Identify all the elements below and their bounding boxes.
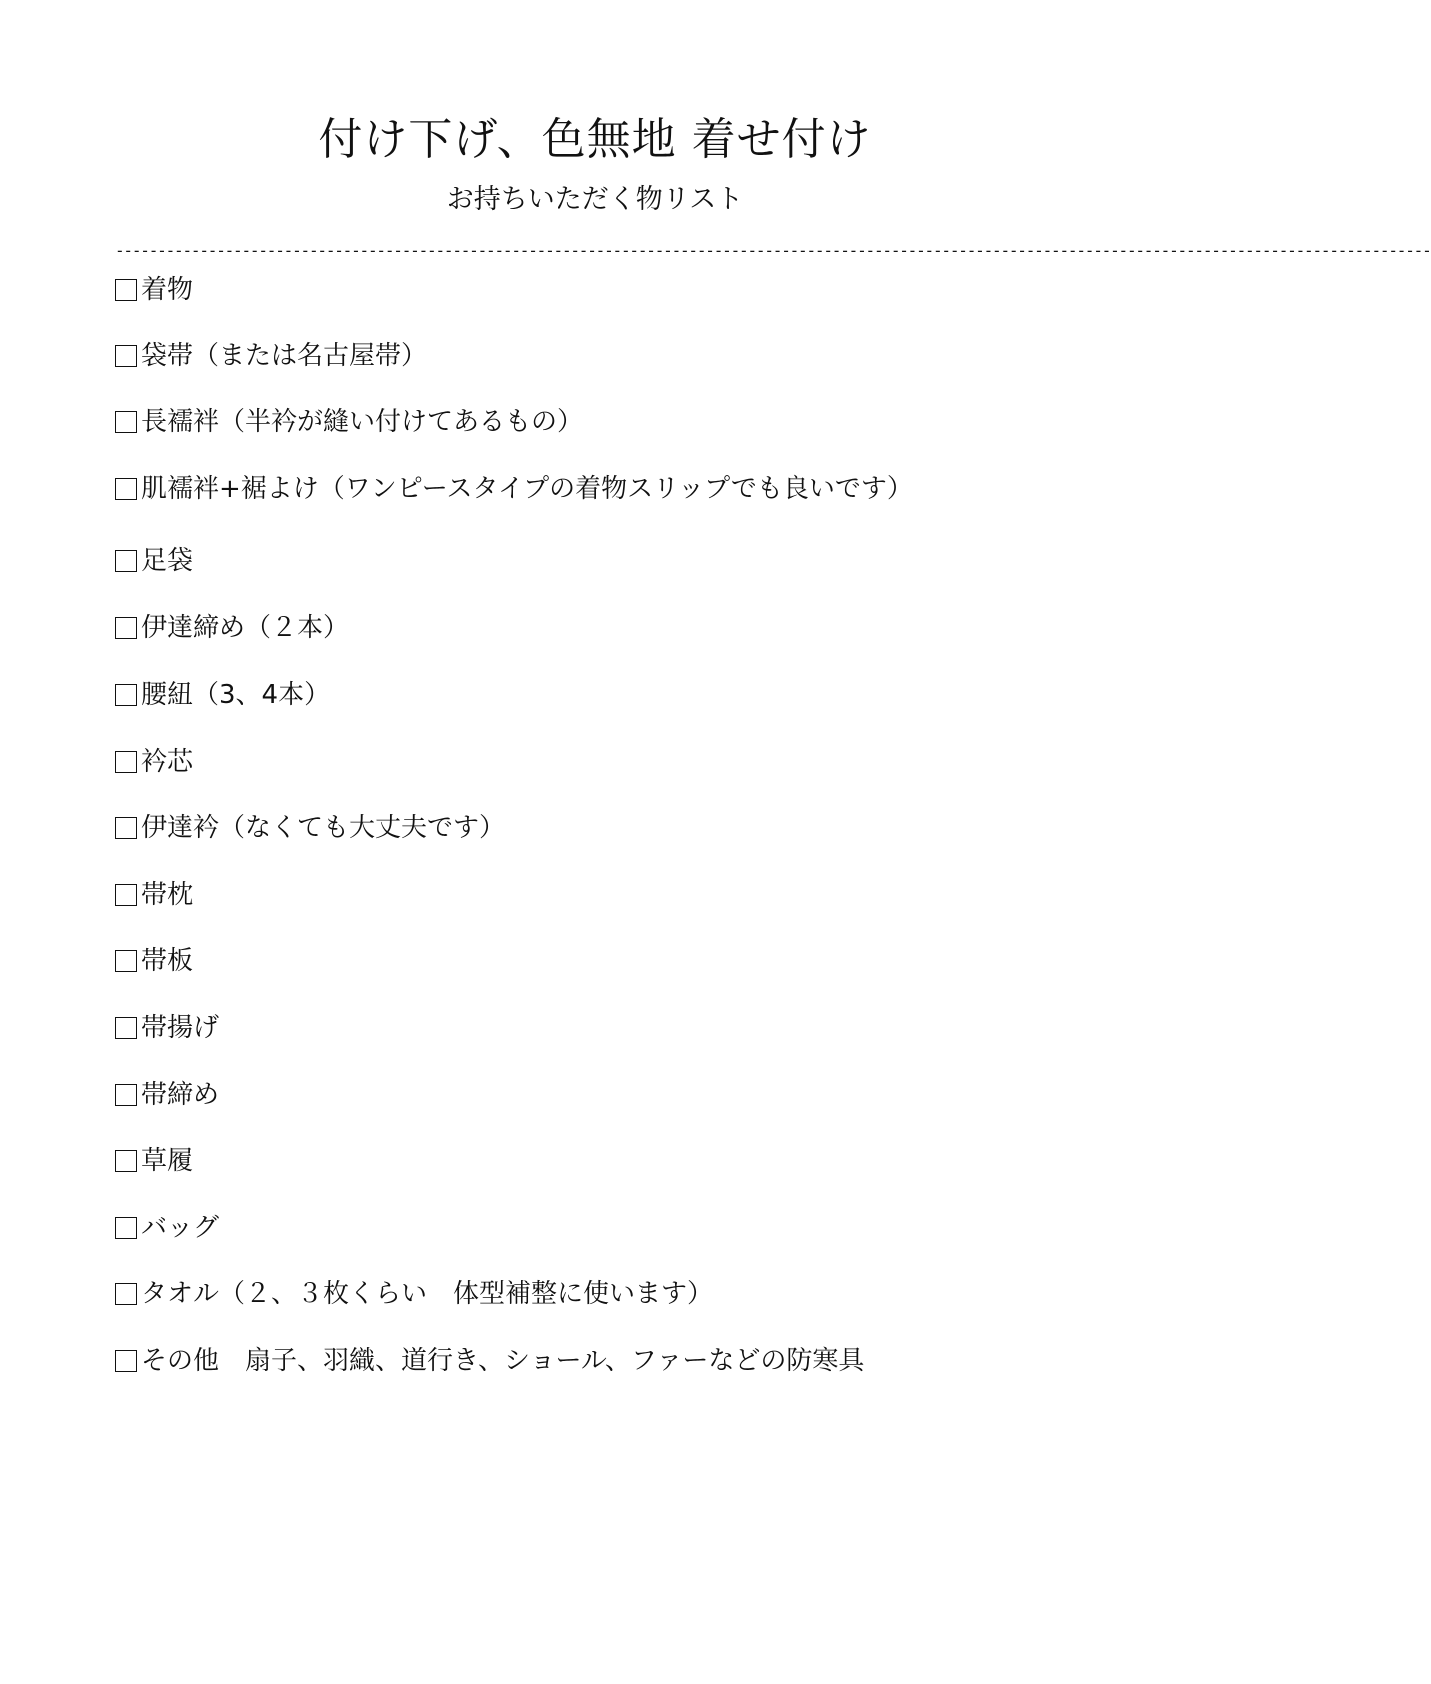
- checkbox-icon[interactable]: [115, 817, 137, 839]
- checklist-item[interactable]: [115, 402, 583, 442]
- checklist-item[interactable]: [115, 1141, 193, 1181]
- checklist-item-label: 草履: [141, 1146, 194, 1176]
- checklist-item[interactable]: [115, 808, 505, 848]
- checkbox-icon[interactable]: [115, 279, 137, 301]
- checklist-item-label: 伊達締め（２本）: [141, 613, 350, 643]
- checklist-item-label: 衿芯: [141, 747, 194, 777]
- checklist-item-label: 伊達衿（なくても大丈夫です）: [141, 813, 506, 843]
- checklist-item[interactable]: [115, 1274, 713, 1314]
- document-subtitle: お持ちいただく物リスト: [446, 184, 744, 215]
- checklist-item[interactable]: [115, 941, 193, 981]
- checklist-item-label: 袋帯（または名古屋帯）: [141, 341, 428, 371]
- checkbox-icon[interactable]: [115, 751, 137, 773]
- checklist-item-label: 長襦袢（半衿が縫い付けてあるもの）: [141, 407, 584, 437]
- checklist-item-label: タオル（２、３枚くらい 体型補整に使います）: [141, 1279, 714, 1309]
- checkbox-icon[interactable]: [115, 617, 137, 639]
- checkbox-icon[interactable]: [115, 1084, 137, 1106]
- checkbox-icon[interactable]: [115, 345, 137, 367]
- checklist-item-label: 帯枕: [141, 880, 194, 910]
- checklist-item[interactable]: [115, 608, 349, 648]
- checklist-item-label: 帯揚げ: [141, 1013, 220, 1043]
- checkbox-icon[interactable]: [115, 684, 137, 706]
- checklist-item[interactable]: [115, 270, 193, 310]
- checklist-item[interactable]: [115, 675, 330, 715]
- checklist-item[interactable]: [115, 742, 193, 782]
- checkbox-icon[interactable]: [115, 478, 137, 500]
- checkbox-icon[interactable]: [115, 411, 137, 433]
- checkbox-icon[interactable]: [115, 550, 137, 572]
- checkbox-icon[interactable]: [115, 1150, 137, 1172]
- checklist-item-label: 足袋: [141, 546, 194, 576]
- checklist-item-label: バッグ: [141, 1213, 220, 1243]
- checklist-item[interactable]: [115, 1208, 219, 1248]
- checklist-item-label: 腰紐（3、4本）: [141, 680, 331, 710]
- checkbox-icon[interactable]: [115, 884, 137, 906]
- checklist-item[interactable]: [115, 336, 427, 376]
- checklist-item[interactable]: [115, 1341, 864, 1381]
- document-title: 付け下げ、色無地 着せ付け: [318, 114, 872, 165]
- checkbox-icon[interactable]: [115, 950, 137, 972]
- checklist-item[interactable]: [115, 1008, 219, 1048]
- checklist-item[interactable]: [115, 469, 913, 509]
- checklist-item-label: 着物: [141, 275, 194, 305]
- checklist-item[interactable]: [115, 875, 193, 915]
- checklist-item-label: その他 扇子、羽織、道行き、ショール、ファーなどの防寒具: [141, 1346, 865, 1376]
- checklist-item-label: 帯板: [141, 946, 194, 976]
- checkbox-icon[interactable]: [115, 1283, 137, 1305]
- dashed-divider: ------------------------------------------------------------------------------------------------------------------------------------------------------------: [115, 241, 1431, 260]
- checklist-item[interactable]: [115, 1075, 219, 1115]
- checklist-item[interactable]: [115, 541, 193, 581]
- checkbox-icon[interactable]: [115, 1017, 137, 1039]
- checklist-item-label: 帯締め: [141, 1080, 220, 1110]
- checkbox-icon[interactable]: [115, 1350, 137, 1372]
- checklist-item-label: 肌襦袢+裾よけ（ワンピースタイプの着物スリップでも良いです）: [141, 474, 913, 504]
- checkbox-icon[interactable]: [115, 1217, 137, 1239]
